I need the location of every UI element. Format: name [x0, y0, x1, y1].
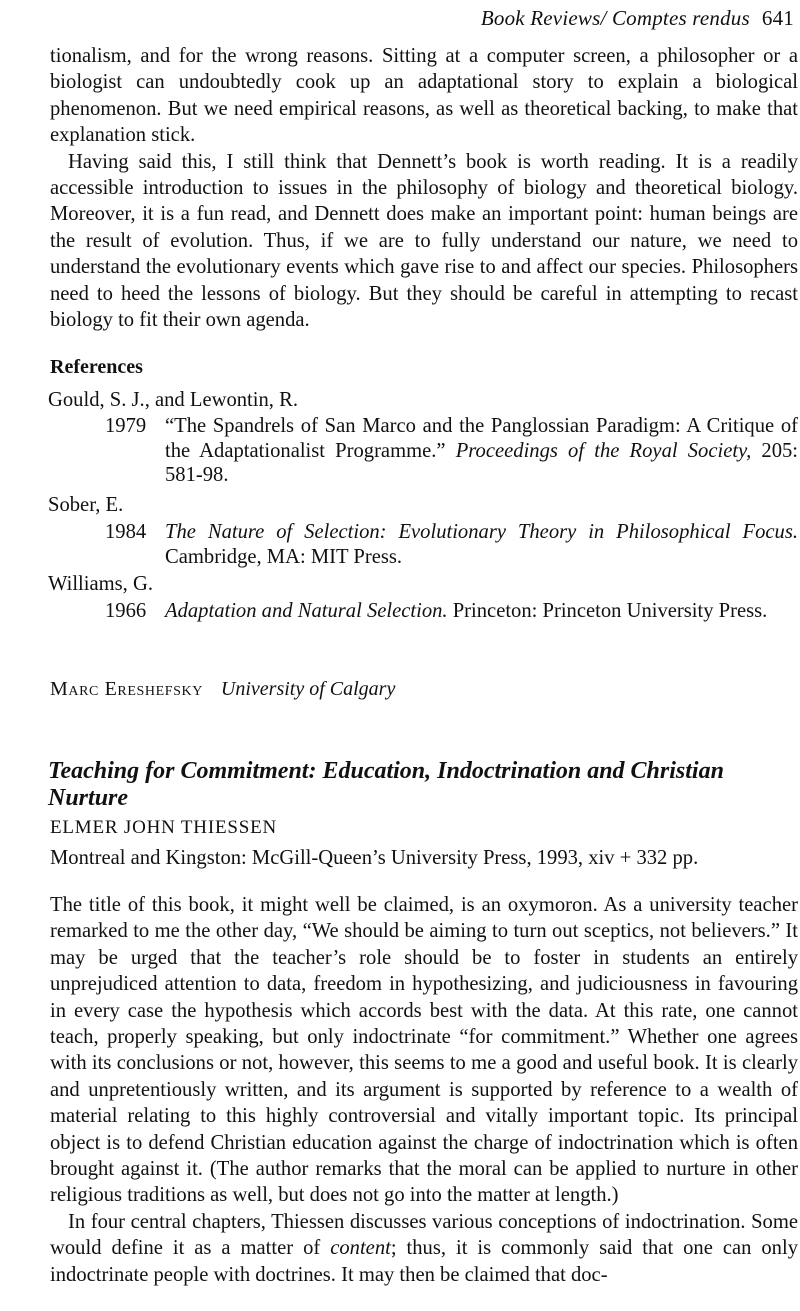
reference-entry	[105, 599, 798, 624]
page-number: 641	[761, 6, 794, 30]
reference-text	[165, 414, 798, 488]
book-title: Teaching for Commitment: Education, Indoctrination and Christian Nurture	[48, 758, 724, 811]
reference-year: 1979	[105, 415, 147, 437]
reference-text	[165, 520, 798, 569]
paragraph: The title of this book, it might well be claimed, is an oxymoron. As a university teacher remarked to me the other day, “We should be aiming to turn out sceptics, not believers.” It may be urged that the teacher’s role should be to foster in students an entirely unprejudiced attention to data, freedom in hypothesizing, and judiciousness in favouring in every case the hypothesis which accords best with the data. At this rate, one cannot teach, properly speaking, but only indoctrinate “for commitment.” Whether one agrees with its conclusions or not, however, this seems to me a good and useful book. It is clearly and unpretentiously written, and its argument is supported by reference to a wealth of material relating to this highly controversial and vitally important topic. Its principal object is to defend Christian education against the charge of indoctrination which is often brought against it. (The author remarks that the moral can be applied to nurture in other religious traditions as well, but does not go into the matter at length.)	[50, 894, 798, 1207]
reviewer-institution: University of Calgary	[220, 678, 396, 700]
book-publication: Montreal and Kingston: McGill-Queen’s University Press, 1993, xiv + 332 pp.	[50, 847, 699, 869]
references-heading: References	[50, 356, 143, 378]
review-conclusion	[50, 43, 798, 333]
reference-source: The Nature of Selection: Evolutionary Theory in Philosophical Focus.	[165, 521, 798, 543]
reference-author: Williams, G.	[48, 573, 153, 595]
reference-year: 1984	[105, 521, 147, 543]
reference-text	[165, 599, 798, 624]
review-body	[50, 892, 798, 1288]
reference-year: 1966	[105, 600, 147, 622]
reviewer-signature	[50, 678, 395, 701]
paragraph: Having said this, I still think that Dennett’s book is worth reading. It is a readily accessible introduction to issues in the philosophy of biology and theoretical biology. Moreover, it is a fun read, and Dennett does make an important point: human beings are the result of evolution. Thus, if we are to fully understand our nature, we need to understand the evolutionary events which gave rise to and affect our species. Philosophers need to heed the lessons of biology. But they should be careful in attempting to recast biology to fit their own agenda.	[50, 150, 798, 332]
emphasis: content	[330, 1237, 391, 1260]
running-header	[481, 6, 794, 31]
paragraph: tionalism, and for the wrong reasons. Sitting at a computer screen, a philosopher or a biologist can undoubtedly cook up an adaptational story to explain a biological phenomenon. But we need empirical reasons, as well as theoretical backing, to make that explanation stick.	[50, 45, 798, 147]
reference-entry	[105, 414, 798, 488]
reference-author: Sober, E.	[48, 494, 124, 516]
reference-title: “The Spandrels of San Marco and the Panglossian Paradigm: A Critique of the Adaptationalist Programme.”	[165, 415, 798, 462]
paragraph	[50, 1209, 798, 1288]
reference-details: Cambridge, MA: MIT Press.	[165, 545, 403, 568]
reference-entry	[105, 520, 798, 569]
reference-source: Adaptation and Natural Selection.	[165, 600, 448, 622]
reference-author: Gould, S. J., and Lewontin, R.	[48, 389, 298, 411]
reference-details: 205: 581-98.	[165, 439, 799, 486]
paragraph-text: In four central chapters, Thiessen discusses various conceptions of indoctrination. Some would define it as a matter of	[50, 1210, 798, 1260]
reference-source: Proceedings of the Royal Society,	[455, 439, 752, 462]
paragraph-text: ; thus, it is commonly said that one can only indoctrinate people with doctrines. It may then be claimed that doc-	[50, 1237, 798, 1286]
running-title: Book Reviews/ Comptes rendus	[480, 6, 750, 30]
book-author: ELMER JOHN THIESSEN	[50, 817, 278, 838]
reviewer-name: Marc Ereshefsky	[50, 678, 203, 700]
reference-details: Princeton: Princeton University Press.	[447, 600, 768, 622]
